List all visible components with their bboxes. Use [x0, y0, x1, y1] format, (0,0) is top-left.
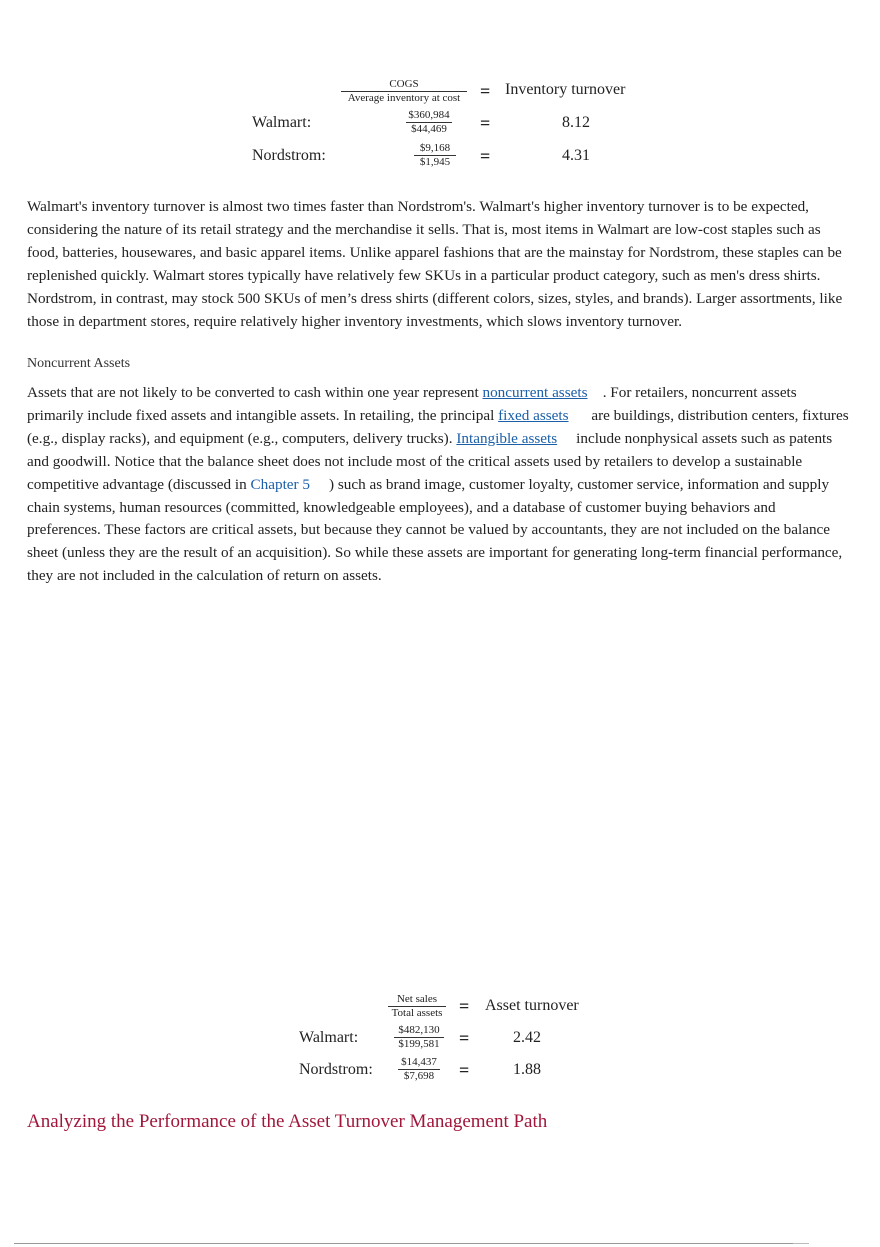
intangible-assets-link[interactable]: Intangible assets	[456, 429, 558, 447]
equals-sign: =	[459, 996, 470, 1016]
nordstrom-inventory-turnover: 4.31	[562, 147, 590, 164]
formula-denominator: Total assets	[388, 1006, 446, 1020]
footer-divider	[14, 1243, 806, 1244]
formula-result-label: Inventory turnover	[505, 81, 626, 98]
nordstrom-avg-inventory: $1,945	[414, 155, 456, 169]
asset-formula-header-fraction	[388, 993, 446, 1020]
nordstrom-asset-fraction	[398, 1056, 440, 1083]
nordstrom-net-sales: $14,437	[401, 1056, 437, 1068]
company-label-nordstrom: Nordstrom:	[299, 1061, 373, 1078]
noncurrent-assets-paragraph	[27, 382, 853, 588]
footer-divider-end	[793, 1243, 809, 1244]
equals-sign: =	[459, 1028, 470, 1048]
formula-result-label: Asset turnover	[485, 997, 579, 1014]
paragraph-text: include nonphysical assets such as patents and goodwill. Notice that the balance sheet does not include most of the critical assets used by retailers to develop a sustainable competitive advantage (discussed in	[27, 429, 833, 493]
company-label-walmart: Walmart:	[252, 114, 312, 131]
walmart-asset-turnover: 2.42	[513, 1029, 541, 1046]
formula-denominator: Average inventory at cost	[341, 91, 467, 105]
nordstrom-total-assets: $7,698	[398, 1069, 440, 1083]
paragraph-text: Assets that are not likely to be converted to cash within one year represent	[27, 384, 483, 401]
paragraph-text: are buildings, distribution centers, fixtures (e.g., display racks), and equipment (e.g., computers, delivery trucks).	[27, 406, 849, 447]
inventory-turnover-formula	[250, 78, 650, 178]
inventory-turnover-paragraph: Walmart's inventory turnover is almost two times faster than Nordstrom's. Walmart's higher inventory turnover is to be expected, considering the nature of its retail strategy and the merchandise it sells. That is, most items in Walmart are low-cost staples such as food, batteries, housewares, and basic apparel items. Unlike apparel fashions that are the mainstay for Nordstrom, these staples can be replenished quickly. Walmart stores typically have relatively few SKUs in a particular product category, such as men's dress shirts. Nordstrom, in contrast, may stock 500 SKUs of men’s dress shirts (different colors, sizes, styles, and brands). Larger assortments, like those in department stores, require relatively higher inventory investments, which slows inventory turnover.	[27, 198, 843, 330]
chapter-5-link[interactable]: Chapter 5	[250, 475, 310, 493]
section-title: Analyzing the Performance of the Asset Turnover Management Path	[27, 1111, 548, 1132]
walmart-total-assets: $199,581	[394, 1037, 444, 1051]
nordstrom-inventory-fraction	[414, 142, 456, 169]
paragraph-text: . For retailers, noncurrent assets primarily include fixed assets and intangible assets. In retailing, the principal	[27, 384, 797, 424]
walmart-asset-fraction	[394, 1024, 444, 1051]
equals-sign: =	[480, 146, 491, 166]
company-label-nordstrom: Nordstrom:	[252, 147, 326, 164]
walmart-cogs: $360,984	[408, 109, 450, 121]
inventory-formula-header-fraction	[341, 78, 467, 105]
formula-numerator: Net sales	[396, 993, 437, 1005]
equals-sign: =	[459, 1060, 470, 1080]
asset-turnover-formula	[297, 993, 617, 1093]
walmart-inventory-turnover: 8.12	[562, 114, 590, 131]
fixed-assets-link[interactable]: fixed assets	[498, 406, 569, 424]
equals-sign: =	[480, 113, 491, 133]
walmart-avg-inventory: $44,469	[406, 122, 452, 136]
noncurrent-assets-link[interactable]: noncurrent assets	[482, 384, 588, 401]
paragraph-text: ) such as brand image, customer loyalty, customer service, information and supply chain systems, human resources (committed, knowledgeable employees), and a database of customer buying behaviors and preferences. These factors are critical assets, but because they cannot be valued by accountants, they are not included on the balance sheet (unless they are the result of an acquisition). So while these assets are important for generating long-term financial performance, they are not included in the calculation of return on assets.	[27, 475, 843, 585]
formula-numerator: COGS	[389, 78, 419, 90]
equals-sign: =	[480, 81, 491, 101]
nordstrom-asset-turnover: 1.88	[513, 1061, 541, 1078]
walmart-inventory-fraction	[406, 109, 452, 136]
walmart-net-sales: $482,130	[398, 1024, 440, 1036]
noncurrent-assets-subheading: Noncurrent Assets	[27, 356, 131, 371]
nordstrom-cogs: $9,168	[419, 142, 451, 154]
company-label-walmart: Walmart:	[299, 1029, 359, 1046]
